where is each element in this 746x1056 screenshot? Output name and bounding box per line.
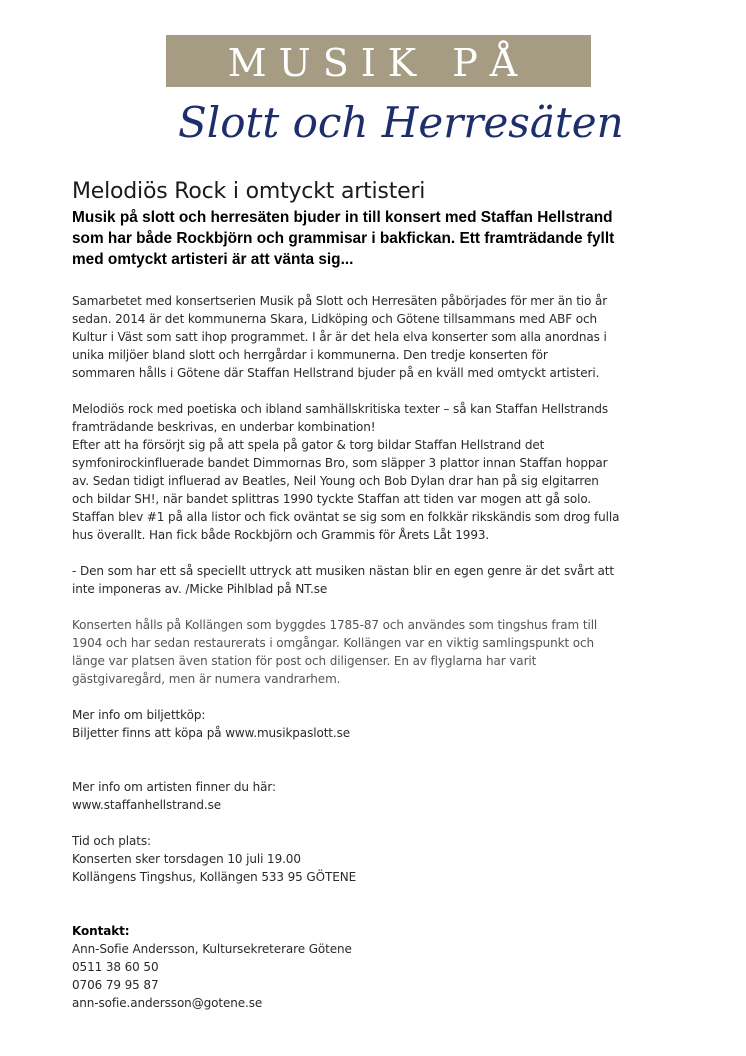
text-line: Melodiös rock med poetiska och ibland samhällskritiska texter – så kan Staffan Hellstrands bbox=[72, 402, 609, 416]
text-line: sommaren hålls i Götene där Staffan Hellstrand bjuder på en kväll med omtyckt artisteri. bbox=[72, 366, 600, 380]
text-line: inte imponeras av. /Micke Pihlblad på NT.se bbox=[72, 582, 328, 596]
tickets-text: Biljetter finns att köpa på www.musikpaslott.se bbox=[72, 726, 351, 740]
concert-venue: Kollängens Tingshus, Kollängen 533 95 GÖTENE bbox=[72, 870, 357, 884]
lead-line: som har både Rockbjörn och grammisar i bakfickan. Ett framträdande fyllt bbox=[72, 230, 615, 247]
time-place-section bbox=[72, 832, 682, 886]
text-line: Kultur i Väst som satt ihop programmet. I år är det hela elva konserter som alla anordnas i bbox=[72, 330, 607, 344]
logo-script: Slott och Herresäten bbox=[178, 98, 624, 147]
text-line: Staffan blev #1 på alla listor och fick oväntat se sig som en folkkär rikskändis som drog fulla bbox=[72, 510, 620, 524]
paragraph-intro bbox=[72, 292, 682, 382]
lead-line: Musik på slott och herresäten bjuder in till konsert med Staffan Hellstrand bbox=[72, 209, 613, 226]
text-line: hus överallt. Han fick både Rockbjörn och Grammis för Årets Låt 1993. bbox=[72, 528, 490, 542]
lead-line: med omtyckt artisteri är att vänta sig... bbox=[72, 251, 354, 268]
contact-phone: 0511 38 60 50 bbox=[72, 960, 159, 974]
text-line: - Den som har ett så speciellt uttryck att musiken nästan blir en egen genre är det svårt att bbox=[72, 564, 615, 578]
contact-name: Ann-Sofie Andersson, Kultursekreterare Götene bbox=[72, 942, 352, 956]
logo bbox=[166, 35, 624, 147]
contact-email[interactable]: ann-sofie.andersson@gotene.se bbox=[72, 996, 263, 1010]
text-line: Konserten hålls på Kollängen som byggdes 1785-87 och användes som tingshus fram till bbox=[72, 618, 598, 632]
lead-paragraph bbox=[72, 207, 682, 270]
text-line: unika miljöer bland slott och herrgårdar i kommunerna. Den tredje konserten för bbox=[72, 348, 548, 362]
paragraph-venue bbox=[72, 616, 682, 688]
text-line: länge var platsen även station för post och diligenser. En av flyglarna har varit bbox=[72, 654, 537, 668]
contact-heading: Kontakt: bbox=[72, 924, 130, 938]
text-line: framträdande beskrivas, en underbar kombination! bbox=[72, 420, 376, 434]
text-line: symfonirockinfluerade bandet Dimmornas Bro, som släpper 3 plattor innan Staffan hoppar bbox=[72, 456, 608, 470]
contact-section bbox=[72, 922, 682, 1012]
tickets-section bbox=[72, 706, 682, 742]
text-line: gästgivaregård, men är numera vandrarhem. bbox=[72, 672, 341, 686]
text-line: sedan. 2014 är det kommunerna Skara, Lidköping och Götene tillsammans med ABF och bbox=[72, 312, 597, 326]
text-line: 1904 och har sedan restaurerats i omgångar. Kollängen var en viktig samlingspunkt och bbox=[72, 636, 595, 650]
contact-mobile: 0706 79 95 87 bbox=[72, 978, 159, 992]
text-line: Samarbetet med konsertserien Musik på Slott och Herresäten påbörjades för mer än tio år bbox=[72, 294, 608, 308]
time-place-heading: Tid och plats: bbox=[72, 834, 151, 848]
text-line: av. Sedan tidigt influerad av Beatles, Neil Young och Bob Dylan drar han på sig elgitarren bbox=[72, 474, 599, 488]
artist-heading: Mer info om artisten finner du här: bbox=[72, 780, 276, 794]
text-line: och bildar SH!, när bandet splittras 1990 tyckte Staffan att tiden var mogen att gå solo. bbox=[72, 492, 592, 506]
page-title: Melodiös Rock i omtyckt artisteri bbox=[72, 179, 426, 204]
artist-info-section bbox=[72, 778, 682, 814]
artist-url[interactable]: www.staffanhellstrand.se bbox=[72, 798, 222, 812]
tickets-heading: Mer info om biljettköp: bbox=[72, 708, 206, 722]
concert-date: Konserten sker torsdagen 10 juli 19.00 bbox=[72, 852, 301, 866]
paragraph-quote bbox=[72, 562, 682, 598]
document-body bbox=[72, 177, 682, 1012]
logo-title: MUSIK PÅ bbox=[227, 41, 530, 85]
paragraph-artist bbox=[72, 400, 682, 544]
text-line: Efter att ha försörjt sig på att spela på gator & torg bildar Staffan Hellstrand det bbox=[72, 438, 545, 452]
